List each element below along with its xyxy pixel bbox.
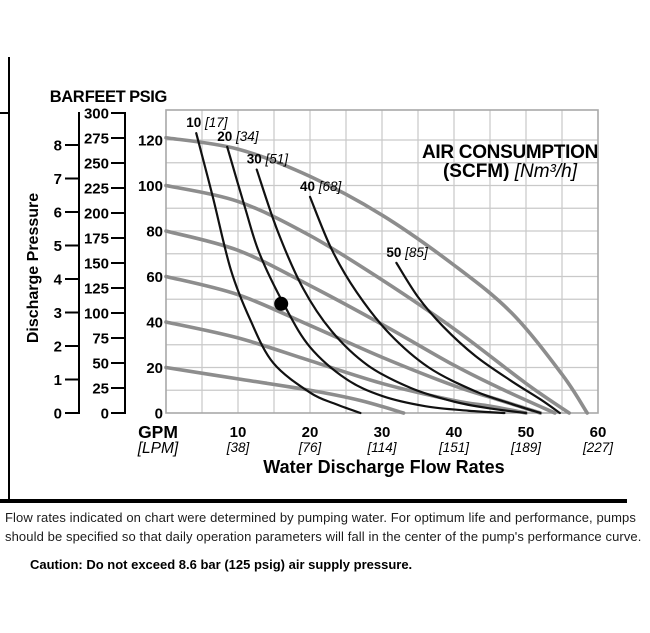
psig-tick-label: 40	[146, 314, 163, 332]
psig-tick-label: 120	[137, 132, 163, 150]
operating-point-dot	[274, 297, 288, 311]
air-curve-label-50: 50 [85]	[386, 244, 428, 260]
feet-scale	[84, 105, 125, 422]
feet-tick-label: 200	[83, 205, 109, 223]
x-tick-gpm: 20	[301, 424, 319, 441]
x-tick-lpm: [114]	[367, 440, 397, 455]
feet-tick-label: 150	[83, 255, 109, 273]
x-tick-gpm: 10	[229, 424, 247, 441]
bar-tick-label: 0	[53, 405, 62, 423]
bar-tick-label: 1	[53, 371, 62, 389]
psig-tick-label: 100	[137, 177, 163, 195]
scale-header-feet: FEET	[84, 88, 126, 106]
feet-tick-label: 250	[83, 155, 109, 173]
x-tick-lpm: [189]	[510, 440, 542, 455]
scale-header-psig: PSIG	[129, 88, 167, 106]
footnote-line-1: Flow rates indicated on chart were determined by pumping water. For optimum life and performance, pumps	[5, 510, 636, 525]
bar-tick-label: 8	[53, 137, 62, 155]
bar-scale	[54, 112, 79, 422]
psig-tick-label: 0	[154, 405, 163, 423]
feet-tick-label: 275	[83, 130, 109, 148]
x-tick-gpm: 30	[373, 424, 391, 441]
air-curve-label-20: 20 [34]	[217, 128, 259, 144]
y-axis-title: Discharge Pressure	[25, 192, 42, 344]
air-curve-20scfm	[227, 147, 504, 413]
psig-tick-label: 80	[146, 223, 163, 241]
x-unit-gpm-label: GPM	[138, 422, 178, 442]
feet-tick-label: 100	[83, 305, 109, 323]
air-curve-label-30: 30 [51]	[246, 151, 289, 167]
caution-text: Caution: Do not exceed 8.6 bar (125 psig) air supply pressure.	[30, 557, 413, 572]
x-tick-gpm: 40	[445, 424, 463, 441]
feet-tick-label: 0	[100, 405, 109, 423]
bar-tick-label: 3	[53, 304, 62, 322]
divider-rule	[0, 499, 627, 503]
psig-tick-label: 60	[146, 268, 163, 286]
bar-tick-label: 4	[53, 271, 62, 289]
air-curve-label-10: 10 [17]	[186, 115, 228, 131]
bar-tick-label: 7	[53, 170, 62, 188]
x-unit-lpm-label: [LPM]	[137, 440, 179, 457]
x-tick-gpm: 50	[517, 424, 535, 441]
x-axis-title: Water Discharge Flow Rates	[263, 457, 505, 477]
feet-tick-label: 125	[83, 280, 109, 298]
x-axis-ticks	[226, 424, 615, 455]
x-tick-lpm: [38]	[226, 440, 250, 455]
bar-tick-label: 5	[53, 237, 62, 255]
footnote-line-2: should be specified so that daily operation parameters will fall in the center of the pump's performance curve.	[5, 528, 642, 544]
feet-tick-label: 50	[92, 355, 109, 373]
bar-tick-label: 2	[53, 338, 62, 356]
x-tick-lpm: [76]	[298, 440, 322, 455]
feet-tick-label: 300	[83, 105, 109, 123]
x-tick-lpm: [151]	[438, 440, 470, 455]
psig-scale	[138, 132, 163, 422]
x-tick-gpm: 60	[589, 424, 607, 441]
feet-tick-label: 225	[83, 180, 109, 198]
feet-tick-label: 175	[83, 230, 109, 248]
air-consumption-units: (SCFM) [Nm³/h]	[442, 161, 578, 182]
air-curve-label-40: 40 [68]	[300, 178, 342, 194]
feet-tick-label: 25	[92, 380, 109, 398]
bar-tick-label: 6	[53, 204, 62, 222]
x-tick-lpm: [227]	[582, 440, 614, 455]
air-consumption-title: AIR CONSUMPTION	[421, 142, 599, 163]
chart-footnote	[5, 509, 641, 546]
psig-tick-label: 20	[146, 359, 163, 377]
feet-tick-label: 75	[92, 330, 109, 348]
scale-header-bar: BAR	[49, 88, 85, 106]
